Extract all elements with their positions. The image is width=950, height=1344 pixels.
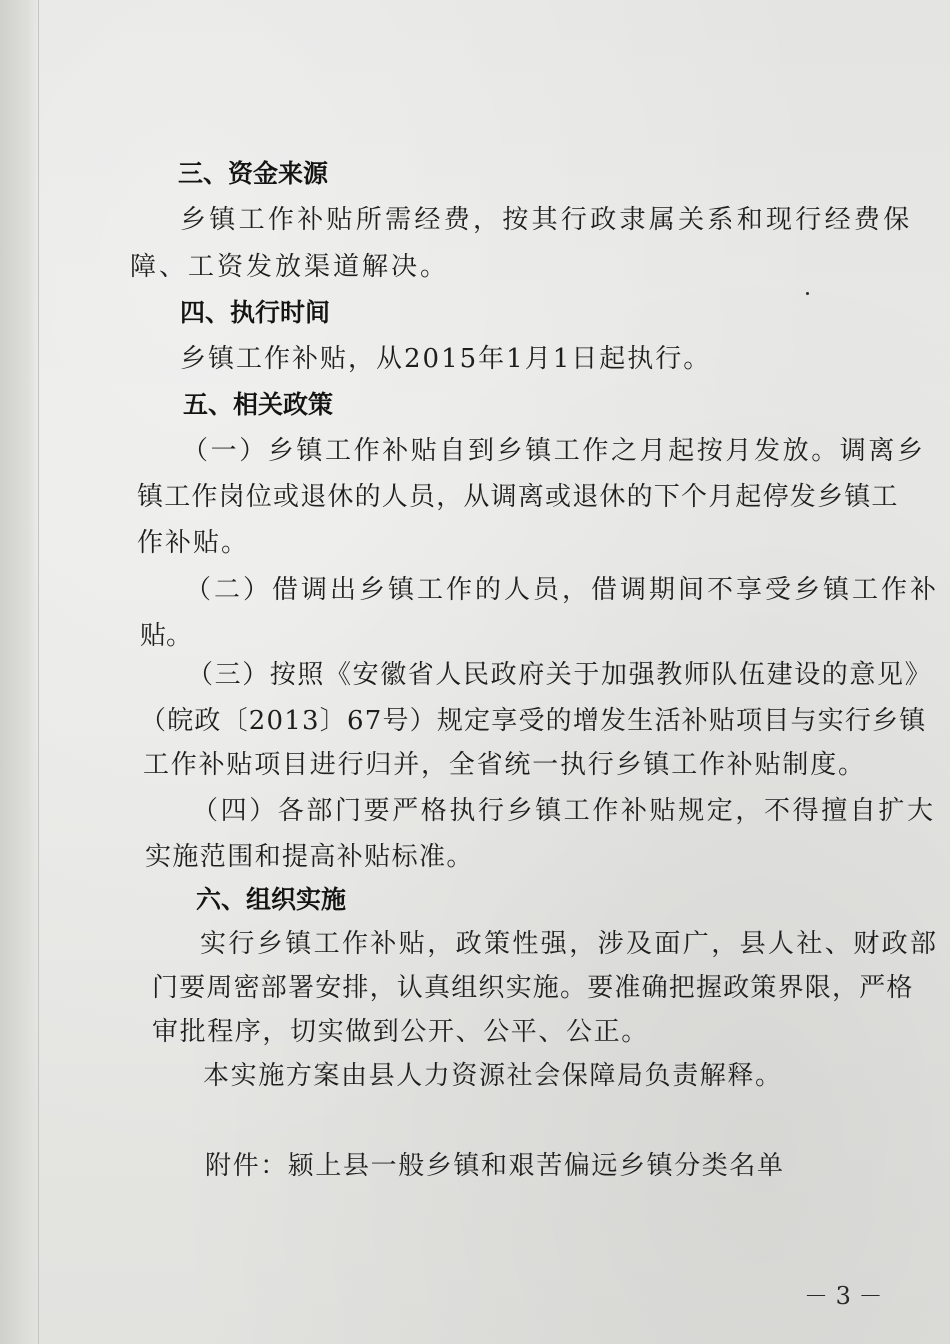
- paragraph-line: 作补贴。: [137, 528, 250, 558]
- paragraph-line: 贴。: [140, 621, 193, 651]
- paragraph-line: 乡镇工作补贴所需经费，按其行政隶属关系和现行经费保: [180, 205, 913, 235]
- paragraph-line: 乡镇工作补贴，从2015年1月1日起执行。: [180, 344, 712, 374]
- page-edge-shadow: [0, 0, 40, 1344]
- paragraph-line: 实行乡镇工作补贴，政策性强，涉及面广，县人社、财政部: [200, 929, 939, 959]
- paragraph-line: （二）借调出乡镇工作的人员，借调期间不享受乡镇工作补: [185, 575, 940, 605]
- section-heading-funding-source: 三、资金来源: [178, 159, 329, 188]
- section-heading-related-policies: 五、相关政策: [183, 390, 334, 419]
- paragraph-line: 障、工资发放渠道解决。: [130, 252, 450, 282]
- attachment-line: 附件：颍上县一般乡镇和艰苦偏远乡镇分类名单: [205, 1151, 785, 1181]
- paragraph-line: （四）各部门要严格执行乡镇工作补贴规定，不得擅自扩大: [192, 796, 936, 826]
- paragraph-line: （三）按照《安徽省人民政府关于加强教师队伍建设的意见》: [187, 660, 933, 690]
- section-heading-organization: 六、组织实施: [196, 885, 347, 914]
- paragraph-line: 门要周密部署安排，认真组织实施。要准确把握政策界限，严格: [152, 973, 914, 1003]
- scan-speck: [806, 292, 809, 295]
- paragraph-line: 本实施方案由县人力资源社会保障局负责解释。: [203, 1061, 783, 1091]
- paragraph-line: 审批程序，切实做到公开、公平、公正。: [152, 1017, 649, 1047]
- paragraph-line: 镇工作岗位或退休的人员，从调离或退休的下个月起停发乡镇工: [137, 482, 899, 512]
- page-number: － 3 －: [804, 1282, 883, 1310]
- paragraph-line: 工作补贴项目进行归并，全省统一执行乡镇工作补贴制度。: [143, 750, 866, 780]
- section-heading-execution-time: 四、执行时间: [180, 298, 331, 327]
- paragraph-line: 实施范围和提高补贴标准。: [145, 842, 474, 872]
- paragraph-line: （皖政〔2013〕67号）规定享受的增发生活补贴项目与实行乡镇: [140, 706, 927, 736]
- paragraph-line: （一）乡镇工作补贴自到乡镇工作之月起按月发放。调离乡: [182, 436, 926, 466]
- page-edge-line: [38, 0, 39, 1344]
